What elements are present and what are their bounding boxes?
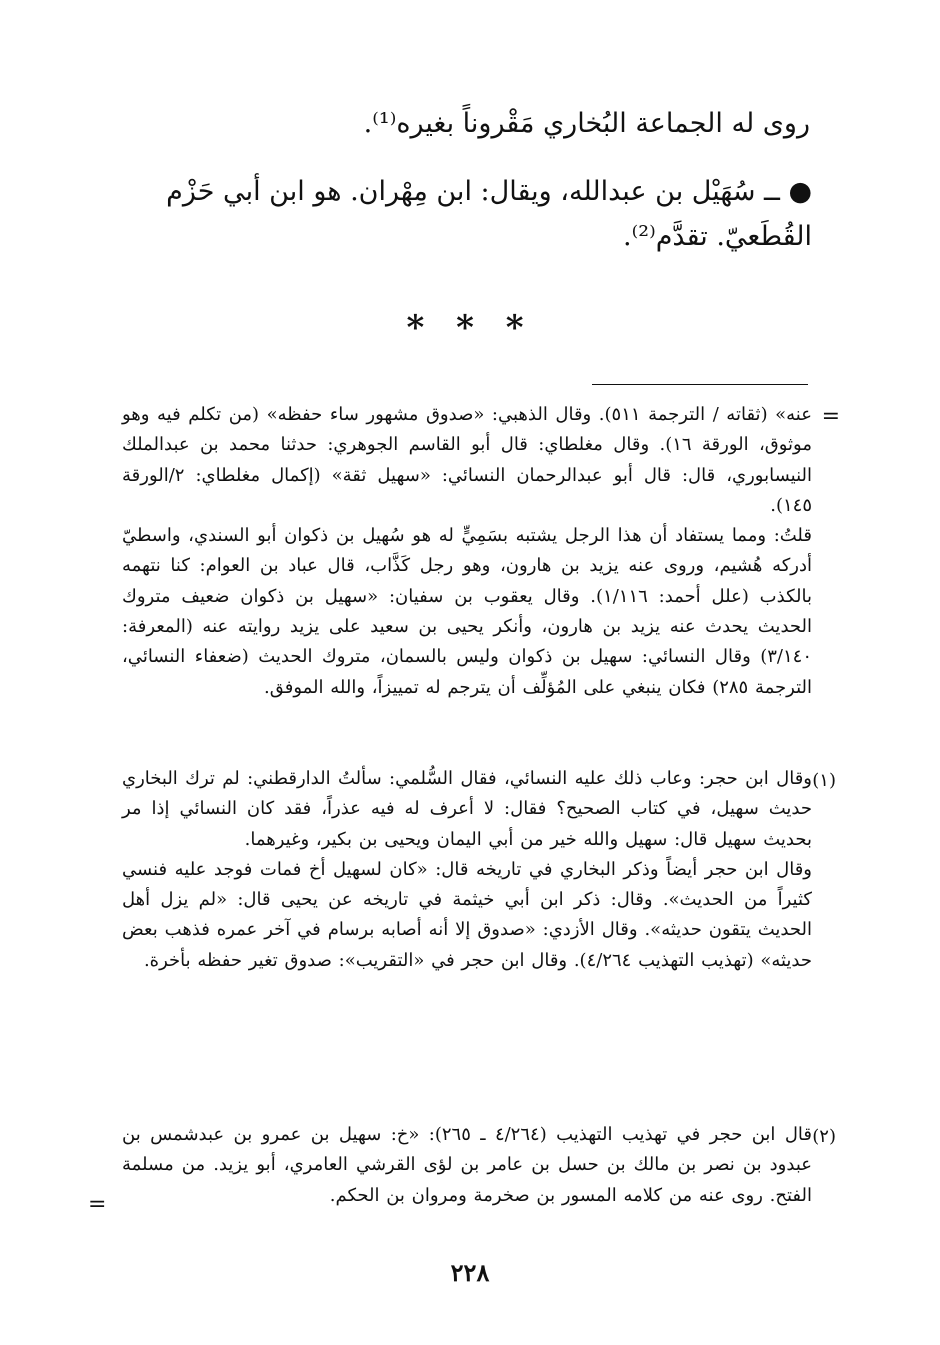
footnote-2 [122,1120,812,1211]
page-number: ٢٢٨ [450,1258,490,1287]
main-text-line-3: القُطَعيّ. تقدَّم⁽²⁾. [623,221,812,252]
footnote-1-paragraph-2: وقال ابن حجر أيضاً وذكر البخاري في تاريخه قال: «كان لسهيل أخ فمات فوجد عليه فنسي كثيراً من الحديث». وقال: ذكر ابن أبي خيثمة في تاريخه عن يحيى قال: «لم يزل أهل الحديث يتقون حديثه». وقال الأزدي: «صدوق إلا أنه أصابه برسام في آخر عمره فذهب بعض حديثه» (تهذيب التهذيب ٤/٢٦٤). وقال ابن حجر في «التقريب»: صدوق تغير حفظه بأخرة. [122,858,812,971]
footnote-continuation-marker: = [821,404,840,429]
main-text-line-1: روى له الجماعة البُخاري مَقْروناً بغيره⁽¹⁾. [363,108,810,139]
footnote-divider [592,384,808,385]
footnote-1 [122,764,812,976]
footnote-continues-marker: = [88,1192,107,1217]
footnote-2-paragraph-1: قال ابن حجر في تهذيب التهذيب (٤/٢٦٤ ـ ٢٦٥): «خ: سهيل بن عمرو بن عبدشمس بن عبدود بن نصر بن مالك بن حسل بن عامر بن لؤى القرشي العامري، أبو يزيد. من مسلمة الفتح. روى عنه من كلامه المسور بن صخرمة ومروان بن الحكم. [122,1124,812,1206]
footnote-2-number: (٢) [812,1126,836,1147]
footnote-continuation [122,400,812,703]
main-text-entry-heading: ● ــ سُهَيْل بن عبدالله، ويقال: ابن مِهْران. هو ابن أبي حَزْم [166,176,812,207]
footnote-1-paragraph-1: وقال ابن حجر: وعاب ذلك عليه النسائي، فقال السُّلمي: سألتُ الدارقطني: لم ترك البخاري حديث سهيل، في كتاب الصحيح؟ فقال: لا أعرف له فيه عذراً، فقد كان النسائي إذا مر بحديث سهيل قال: سهيل والله خير من أبي اليمان ويحيى بن بكير، وغيرهما. [122,768,812,850]
section-separator: * * * [406,308,534,348]
footnote-1-number: (١) [812,770,836,791]
footnote-continuation-paragraph-2: قلتُ: ومما يستفاد أن هذا الرجل يشتبه بسَمِيٍّ له هو سُهيل بن ذكوان أبو السندي، واسطيّ أدركه هُشيم، وروى عنه يزيد بن هارون، وهو رجل كَذَّاب، قال عباد بن العوام: كنا نتهمه بالكذب (علل أحمد: ١/١١٦). وقال يعقوب بن سفيان: «سهيل بن ذكوان ضعيف متروك الحديث يحدث عنه يزيد بن هارون، وأنكر يحيى بن سعيد على يزيد روايته عنه (المعرفة: ٣/١٤٠) وقال النسائي: سهيل بن ذكوان وليس بالسمان، متروك الحديث (ضعفاء النسائي، الترجمة ٢٨٥) فكان ينبغي على المُؤلِّف أن يترجم له تمييزاً، والله الموفق. [122,525,812,698]
footnote-continuation-paragraph-1: عنه» (ثقاته / الترجمة ٥١١). وقال الذهبي: «صدوق مشهور ساء حفظه» (من تكلم فيه وهو موثوق، الورقة ١٦). وقال مغلطاي: قال أبو القاسم الجوهري: حدثنا محمد بن عبدالملك النيسابوري، قال: قال أبو عبدالرحمان النسائي: «سهيل ثقة» (إكمال مغلطاي: ٢/الورقة ١٤٥). [122,404,812,516]
